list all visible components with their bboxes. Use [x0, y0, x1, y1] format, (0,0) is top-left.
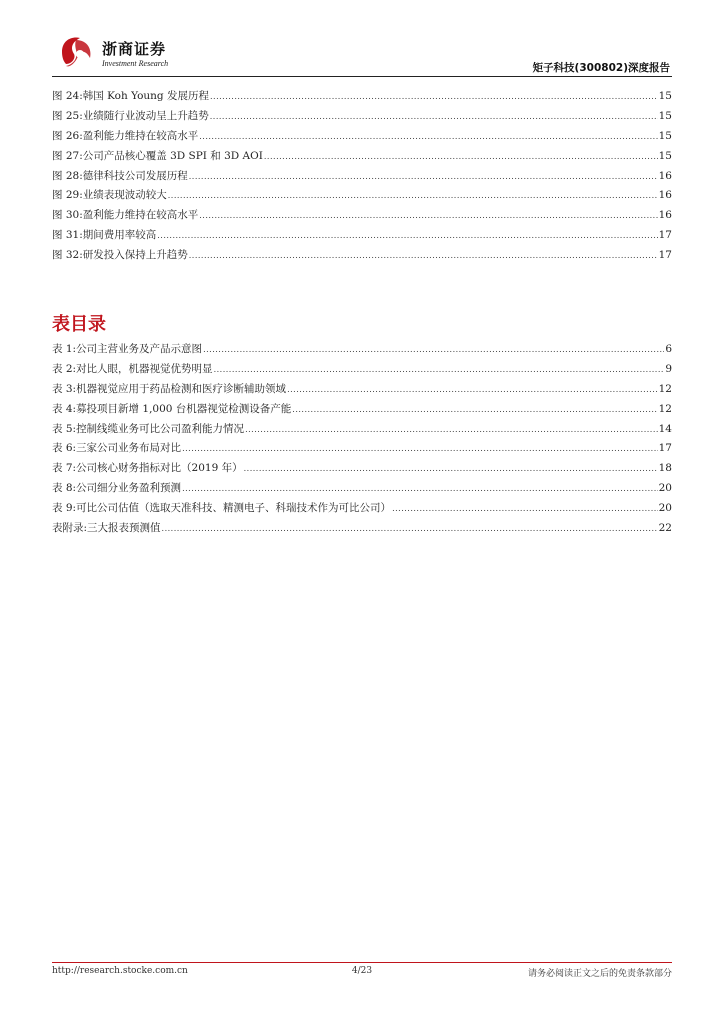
- toc-entry-page: 15: [658, 90, 672, 102]
- table-list-item[interactable]: [52, 401, 672, 421]
- toc-entry-title: 控制线缆业务可比公司盈利能力情况: [76, 422, 245, 435]
- footer-page-number: 4/23: [351, 966, 373, 976]
- toc-entry-page: 14: [658, 422, 672, 435]
- toc-entry-title: 募投项目新增 1,000 台机器视觉检测设备产能: [76, 402, 292, 415]
- toc-entry-page: 9: [665, 362, 672, 375]
- toc-entry-title: 公司主营业务及产品示意图: [76, 343, 203, 355]
- toc-entry-title: 韩国 Koh Young 发展历程: [82, 90, 209, 102]
- footer-disclaimer: 请务必阅读正文之后的免责条款部分: [527, 969, 672, 979]
- toc-leader-dots: [214, 365, 665, 374]
- report-title: 矩子科技(300802)深度报告: [532, 62, 670, 74]
- table-list-item[interactable]: [52, 480, 672, 500]
- figure-list-item[interactable]: [52, 227, 672, 247]
- toc-entry-label: 表 1:: [52, 343, 77, 355]
- toc-entry-title: 德律科技公司发展历程: [82, 169, 188, 182]
- footer-url: http://research.stocke.com.cn: [52, 966, 188, 976]
- toc-entry-title: 盈利能力维持在较高水平: [82, 209, 199, 222]
- toc-entry-title: 研发投入保持上升趋势: [82, 249, 188, 262]
- toc-entry-page: 16: [658, 209, 672, 222]
- toc-entry-title: 三家公司业务布局对比: [76, 442, 182, 455]
- toc-leader-dots: [245, 425, 658, 434]
- toc-entry-page: 17: [658, 442, 672, 455]
- toc-entry-label: 表 9:: [52, 502, 77, 515]
- figure-list-item[interactable]: [52, 168, 672, 188]
- page-footer: [52, 966, 672, 980]
- figure-list-item[interactable]: [52, 207, 672, 227]
- toc-entry-title: 可比公司估值（选取天准科技、精测电子、科瑞技术作为可比公司）: [76, 502, 392, 515]
- brand-logo: [58, 34, 238, 74]
- toc-leader-dots: [287, 385, 658, 394]
- header-divider: [52, 76, 672, 77]
- figure-list-item[interactable]: [52, 108, 672, 128]
- toc-leader-dots: [392, 504, 658, 513]
- toc-leader-dots: [199, 211, 657, 220]
- table-list-item[interactable]: [52, 421, 672, 441]
- toc-entry-title: 公司核心财务指标对比（2019 年）: [76, 462, 243, 475]
- toc-entry-page: 16: [658, 189, 672, 202]
- toc-entry-label: 表 6:: [52, 442, 77, 455]
- toc-entry-label: 表 8:: [52, 482, 77, 495]
- table-list-item[interactable]: [52, 440, 672, 460]
- brand-name-cn: 浙商证券: [102, 40, 167, 58]
- toc-leader-dots: [168, 191, 658, 200]
- toc-entry-page: 20: [658, 502, 672, 515]
- toc-leader-dots: [182, 484, 658, 493]
- tables-section-title: 表目录: [52, 314, 106, 335]
- toc-leader-dots: [203, 345, 664, 354]
- toc-entry-label: 图 28:: [52, 169, 83, 182]
- toc-entry-title: 公司产品核心覆盖 3D SPI 和 3D AOI: [82, 149, 263, 162]
- toc-entry-title: 三大报表预测值: [87, 522, 161, 535]
- toc-entry-label: 图 30:: [52, 209, 83, 222]
- toc-entry-title: 业绩表现波动较大: [82, 189, 167, 202]
- toc-entry-label: 表 5:: [52, 422, 77, 435]
- toc-entry-page: 22: [658, 522, 672, 535]
- table-list-item[interactable]: [52, 520, 672, 540]
- toc-leader-dots: [157, 231, 657, 240]
- toc-entry-label: 表 3:: [52, 382, 77, 395]
- toc-leader-dots: [264, 152, 658, 161]
- toc-entry-label: 表 2:: [52, 362, 77, 375]
- toc-entry-page: 17: [658, 229, 672, 242]
- toc-entry-title: 机器视觉应用于药品检测和医疗诊断辅助领域: [76, 382, 287, 395]
- toc-leader-dots: [182, 444, 658, 453]
- toc-entry-label: 图 32:: [52, 249, 83, 262]
- toc-entry-label: 图 24:: [52, 90, 83, 102]
- table-list-item[interactable]: [52, 460, 672, 480]
- figure-list: [52, 88, 672, 267]
- toc-leader-dots: [210, 112, 658, 121]
- brand-name-en: Investment Research: [102, 59, 169, 68]
- toc-entry-label: 表 7:: [52, 462, 77, 475]
- footer-divider: [52, 962, 672, 963]
- figure-list-item[interactable]: [52, 128, 672, 148]
- brand-logo-icon: [58, 34, 94, 70]
- toc-leader-dots: [199, 132, 657, 141]
- toc-entry-title: 业绩随行业波动呈上升趋势: [82, 109, 209, 122]
- page-header: [52, 30, 672, 76]
- toc-leader-dots: [292, 405, 657, 414]
- toc-entry-page: 15: [658, 109, 672, 122]
- toc-entry-label: 图 27:: [52, 149, 83, 162]
- figure-list-item[interactable]: [52, 187, 672, 207]
- toc-leader-dots: [162, 524, 658, 533]
- toc-leader-dots: [189, 172, 658, 181]
- toc-entry-page: 12: [658, 402, 672, 415]
- toc-entry-page: 20: [658, 482, 672, 495]
- toc-entry-label: 图 29:: [52, 189, 83, 202]
- toc-entry-title: 期间费用率较高: [82, 229, 157, 242]
- table-list-item[interactable]: [52, 381, 672, 401]
- table-list-item[interactable]: [52, 500, 672, 520]
- toc-entry-page: 15: [658, 149, 672, 162]
- toc-entry-label: 图 26:: [52, 129, 83, 142]
- toc-entry-page: 16: [658, 169, 672, 182]
- toc-entry-page: 12: [658, 382, 672, 395]
- toc-leader-dots: [189, 251, 658, 260]
- toc-entry-page: 15: [658, 129, 672, 142]
- toc-entry-label: 图 25:: [52, 109, 83, 122]
- toc-entry-label: 表附录:: [52, 522, 88, 535]
- toc-entry-label: 表 4:: [52, 402, 77, 415]
- toc-leader-dots: [210, 92, 658, 101]
- figure-list-item[interactable]: [52, 148, 672, 168]
- toc-entry-title: 盈利能力维持在较高水平: [82, 129, 199, 142]
- toc-entry-page: 18: [658, 462, 672, 475]
- toc-leader-dots: [244, 464, 658, 473]
- toc-entry-page: 17: [658, 249, 672, 262]
- table-list-item[interactable]: [52, 341, 672, 361]
- table-list-item[interactable]: [52, 361, 672, 381]
- table-list: [52, 341, 672, 540]
- toc-entry-page: 6: [665, 343, 672, 355]
- toc-entry-label: 图 31:: [52, 229, 83, 242]
- figure-list-item[interactable]: [52, 88, 672, 108]
- figure-list-item[interactable]: [52, 247, 672, 267]
- toc-entry-title: 对比人眼，机器视觉优势明显: [76, 362, 213, 375]
- toc-entry-title: 公司细分业务盈利预测: [76, 482, 182, 495]
